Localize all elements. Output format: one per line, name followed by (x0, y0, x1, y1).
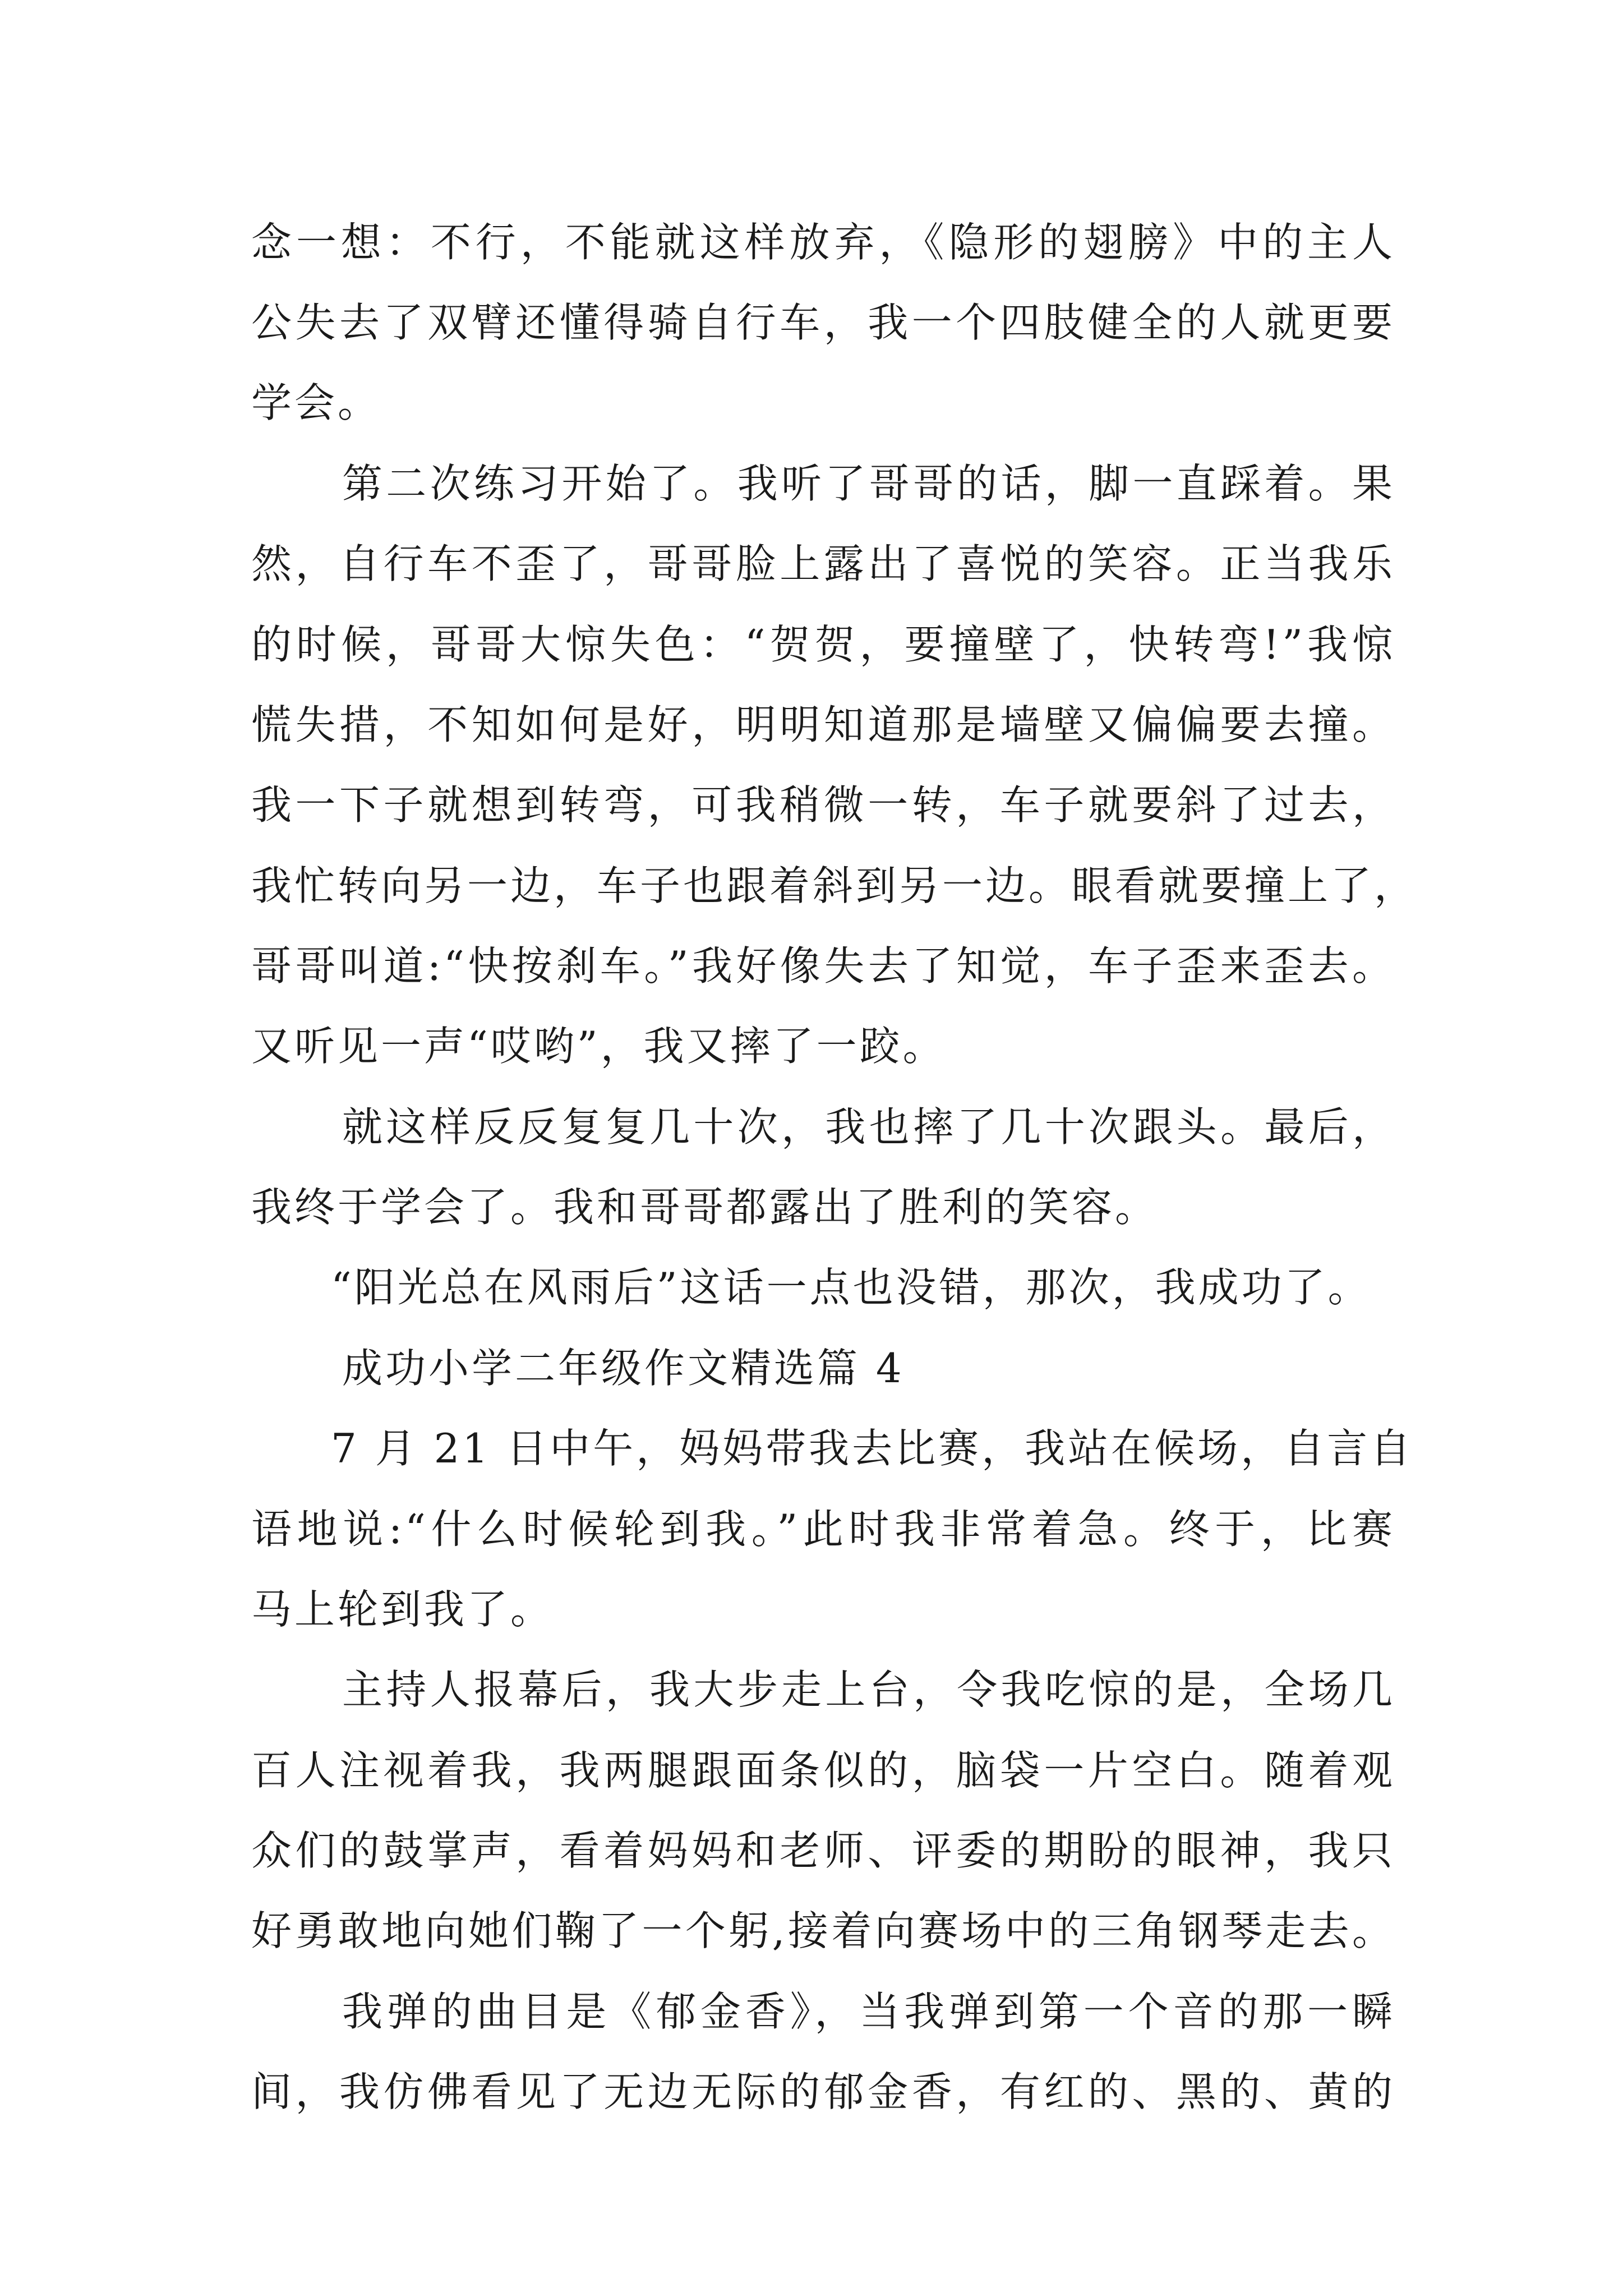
text-line: 又听见一声“哎哟”，我又摔了一跤。 (251, 1023, 946, 1070)
text-line: “阳光总在风雨后”这话一点也没错，那次，我成功了。 (331, 1264, 1371, 1311)
text-line: 学会。 (251, 379, 381, 426)
text-line: 语地说:“什么时候轮到我。”此时我非常着急。终于，比赛 (251, 1506, 1395, 1553)
text-line: 念一想：不行，不能就这样放弃，《隐形的翅膀》中的主人 (251, 219, 1395, 266)
text-line: 第二次练习开始了。我听了哥哥的话，脚一直踩着。果 (342, 460, 1395, 507)
text-line: 好勇敢地向她们鞠了一个躬,接着向赛场中的三角钢琴走去。 (251, 1907, 1395, 1954)
text-line: 的时候，哥哥大惊失色：“贺贺，要撞壁了，快转弯!”我惊 (251, 621, 1395, 668)
text-line: 间，我仿佛看见了无边无际的郁金香，有红的、黑的、黄的 (251, 2068, 1395, 2115)
text-line: 我终于学会了。我和哥哥都露出了胜利的笑容。 (251, 1184, 1159, 1231)
text-line: 我忙转向另一边，车子也跟着斜到另一边。眼看就要撞上了， (251, 862, 1418, 909)
text-line: 马上轮到我了。 (251, 1586, 554, 1633)
text-line: 慌失措，不知如何是好，明明知道那是墙壁又偏偏要去撞。 (251, 701, 1395, 748)
text-line: 我一下子就想到转弯，可我稍微一转，车子就要斜了过去， (251, 781, 1395, 829)
text-line: 我弹的曲目是《郁金香》，当我弹到第一个音的那一瞬 (342, 1988, 1395, 2035)
text-line: 主持人报幕后，我大步走上台，令我吃惊的是，全场几 (342, 1666, 1395, 1713)
text-line: 百人注视着我，我两腿跟面条似的，脑袋一片空白。随着观 (251, 1747, 1395, 1794)
text-line: 哥哥叫道:“快按刹车。”我好像失去了知觉，车子歪来歪去。 (251, 942, 1395, 990)
section-heading: 成功小学二年级作文精选篇 4 (342, 1345, 905, 1392)
text-line: 然，自行车不歪了，哥哥脸上露出了喜悦的笑容。正当我乐 (251, 540, 1395, 587)
text-line: 7 月 21 日中午，妈妈带我去比赛，我站在候场，自言自 (331, 1425, 1414, 1472)
text-line: 就这样反反复复几十次，我也摔了几十次跟头。最后， (342, 1103, 1395, 1151)
text-line: 公失去了双臂还懂得骑自行车，我一个四肢健全的人就更要 (251, 299, 1395, 346)
text-line: 众们的鼓掌声，看着妈妈和老师、评委的期盼的眼神，我只 (251, 1827, 1395, 1874)
